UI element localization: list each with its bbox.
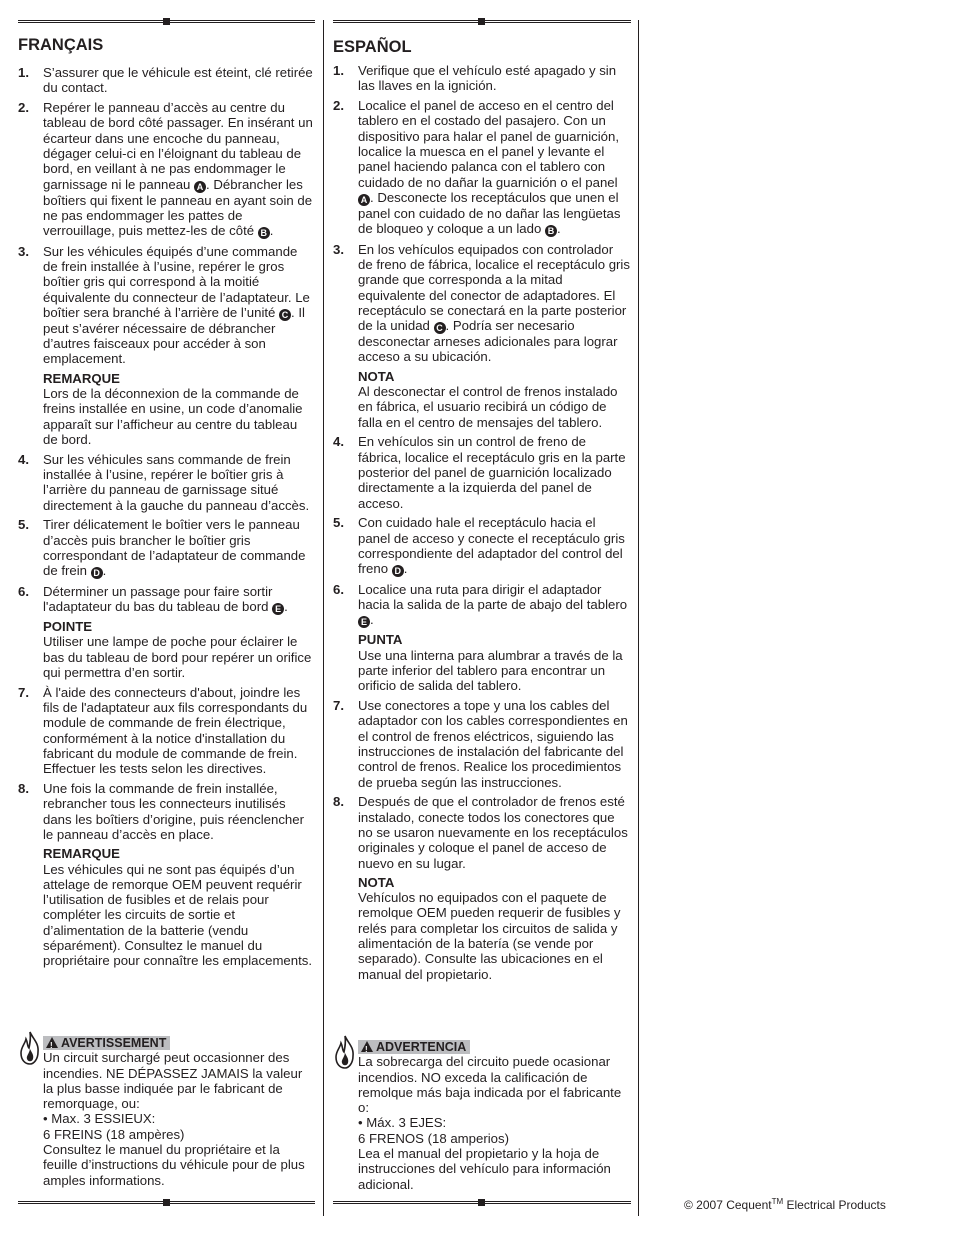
step-item (333, 698, 631, 790)
step-note (43, 371, 314, 447)
spanish-warning (358, 1039, 630, 1192)
step-number: 8. (18, 781, 29, 797)
step-text: Tirer délicatement le boîtier vers le panneau d’accès puis brancher le boîtier gris correspondant de l’adaptateur de commande de frein D . (43, 517, 306, 579)
step-text: Sur les véhicules sans commande de frein installée à l’usine, repérer le boîtier gris à l’arrière du panneau de garnissage situé directement à la gauche du panneau d’accès. (43, 451, 310, 513)
step-number: 1. (333, 63, 344, 78)
step-number: 6. (333, 581, 344, 597)
warning-triangle-icon: ! (46, 1037, 58, 1048)
note-text: Use una linterna para alumbrar a través de la parte inferior del tablero para encontrar un orificio de salida del tablero. (358, 647, 623, 694)
step-number: 2. (333, 98, 344, 114)
step-number: 8. (333, 794, 344, 810)
warning-line: Lea el manual del propietario y la hoja de instrucciones del vehículo para información adicional. (358, 1146, 611, 1192)
callout-marker: B (545, 225, 557, 237)
step-number: 6. (18, 583, 29, 599)
note-heading: REMARQUE (43, 846, 120, 862)
callout-marker: C (279, 309, 291, 321)
note-heading: NOTA (358, 368, 395, 384)
step-text: Con cuidado hale el receptáculo hacia el panel de acceso y conecte el receptáculo gris correspondiente del adaptador del control del freno D . (358, 515, 625, 577)
note-heading: NOTA (358, 874, 395, 890)
callout-marker: E (272, 603, 284, 615)
step-item (18, 781, 314, 969)
step-text: S’assurer que le véhicule est éteint, clé retirée du contact. (43, 65, 313, 96)
step-note (43, 619, 314, 680)
step-text: Después de que el controlador de frenos esté instalado, conecte todos los conectores que no se usaron nuevamente en los receptáculos originales y coloque el panel de acceso de nuevo en su lugar. (358, 794, 628, 871)
step-number: 7. (18, 684, 29, 700)
top-rule-fr (18, 20, 315, 23)
top-rule-es (333, 20, 631, 23)
callout-marker: D (392, 565, 404, 577)
step-number: 4. (333, 434, 344, 450)
copyright-notice: © 2007 Cequent™ Electrical Products (684, 1197, 886, 1212)
french-steps (18, 65, 314, 973)
bottom-rule-fr (18, 1201, 315, 1204)
step-number: 5. (333, 515, 344, 531)
step-item (18, 517, 314, 579)
callout-marker: E (358, 616, 370, 628)
step-number: 4. (18, 451, 29, 467)
step-text: Déterminer un passage pour faire sortir l'adaptateur du bas du tableau de bord E . (43, 583, 288, 615)
step-item (333, 434, 631, 510)
callout-marker: A (358, 194, 370, 206)
note-text: Lors de la déconnexion de la commande de freins installée en usine, un code d’anomalie apparaît sur l’afficheur au centre du tableau de bord. (43, 386, 303, 447)
note-text: Utiliser une lampe de poche pour éclairer le bas du tableau de bord pour repérer un orifice qui permettra d’en sortir. (43, 634, 312, 680)
step-item (333, 98, 631, 237)
note-heading: PUNTA (358, 632, 403, 648)
step-item (333, 582, 631, 694)
warning-line: La sobrecarga del circuito puede ocasionar incendios. NO exceda la calificación de remolque más baja indicada por el fabricante o: (358, 1054, 622, 1116)
warning-line: Un circuit surchargé peut occasionner des incendies. NE DÉPASSEZ JAMAIS la valeur la plus basse indiquée par le fabricant de remorquage, ou: (43, 1050, 303, 1112)
step-number: 5. (18, 517, 29, 533)
step-number: 2. (18, 100, 29, 116)
fire-icon (334, 1035, 356, 1069)
step-number: 3. (18, 243, 29, 259)
step-item (333, 242, 631, 430)
step-text: Sur les véhicules équipés d’une commande de frein installée à l’usine, repérer le gros boîtier gris qui correspond à la moitié équivalente du connecteur de l’adaptateur. Le boîtier sera branché à l’arrière de l’unité C . Il peut s’avérer nécessaire de débrancher d’autres faisceaux pour accéder à son emplacement. (43, 243, 310, 367)
note-text: Al desconectar el control de frenos instalado en fábrica, el usuario recibirá un código de falla en el centro de mensajes del tablero. (358, 384, 618, 430)
callout-marker: C (434, 322, 446, 334)
step-item (18, 452, 314, 513)
step-text: En vehículos sin un control de freno de fábrica, localice el receptáculo gris en la parte posterior del panel de guarnición localizado directamente a la izquierda del panel de acceso. (358, 434, 626, 511)
spanish-steps (333, 63, 631, 986)
column-divider (323, 20, 324, 1216)
step-item (18, 244, 314, 448)
step-note (358, 632, 631, 693)
fire-icon (19, 1031, 41, 1065)
step-text: Localice el panel de acceso en el centro del tablero en el costado del pasajero. Con un dispositivo para halar el panel de guarnición, localice la muesca en el panel y levante el panel haciendo palanca con el tablero con cuidado de no dañar la guarnición o el panel A . Desconecte los receptáculos que unen el panel con cuidado de no dañar las lengüetas de bloqueo y coloque a un lado B . (358, 98, 621, 237)
callout-marker: B (258, 227, 270, 239)
step-number: 3. (333, 241, 344, 257)
right-divider (638, 20, 639, 1216)
warning-line: 6 FRENOS (18 amperios) (358, 1130, 509, 1146)
step-item (333, 63, 631, 94)
note-heading: POINTE (43, 619, 93, 635)
step-item (333, 794, 631, 982)
step-text: Une fois la commande de frein installée, rebrancher tous les connecteurs inutilisés dans les boîtiers d’origine, puis réenclencher le panneau d’accès en place. (43, 781, 304, 842)
step-item (18, 584, 314, 680)
warning-line: 6 FREINS (18 ampères) (43, 1126, 185, 1142)
warning-triangle-icon: ! (361, 1041, 373, 1052)
bottom-rule-es (333, 1201, 631, 1204)
spanish-heading: ESPAÑOL (333, 38, 412, 56)
callout-marker: D (91, 567, 103, 579)
step-text: En los vehículos equipados con controlador de freno de fábrica, localice el receptáculo gris grande que corresponda a la mitad equivalente del conector de adaptadores. El receptáculo se conectará en la parte posterior de la unidad C . Podría ser necesario desconectar arneses adicionales para lograr acceso a su ubicación. (358, 241, 630, 365)
step-item (18, 100, 314, 239)
step-note (358, 369, 631, 430)
step-item (18, 685, 314, 777)
step-text: Verifique que el vehículo esté apagado y sin las llaves en la ignición. (358, 63, 617, 94)
french-heading: FRANÇAIS (18, 36, 104, 54)
note-heading: REMARQUE (43, 370, 120, 386)
step-item (18, 65, 314, 96)
step-note (43, 846, 314, 968)
callout-marker: A (194, 181, 206, 193)
warning-label: ! AVERTISSEMENT (43, 1036, 170, 1050)
french-warning (43, 1035, 315, 1188)
warning-line: • Máx. 3 EJES: (358, 1115, 447, 1131)
step-text: À l'aide des connecteurs d'about, joindre les fils de l'adaptateur aux fils correspondants du module de commande de frein électrique, conformément à la notice d'installation du fabricant du module de commande de frein. Effectuer les tests selon les directives. (43, 684, 308, 777)
step-item (333, 515, 631, 577)
step-note (358, 875, 631, 982)
note-text: Vehículos no equipados con el paquete de remolque OEM pueden requerir de fusibles y relés para completar los circuitos de salida y alimentación de la batería (se vende por separado). Consulte las ubicaciones en el manual del propietario. (358, 890, 621, 982)
warning-label: ! ADVERTENCIA (358, 1040, 470, 1054)
step-text: Localice una ruta para dirigir el adaptador hacia la salida de la parte de abajo del tablero E . (358, 581, 628, 628)
note-text: Les véhicules qui ne sont pas équipés d’un attelage de remorque OEM peuvent requérir l’utilisation de fusibles et de relais pour compléter les circuits de sortie et d’alimentation de la batterie (vendu séparément). Consultez le manuel du propriétaire pour connaître les emplacements. (43, 861, 313, 969)
step-text: Use conectores a tope y una los cables del adaptador con los cables correspondientes en el control de frenos eléctricos, siguiendo las instrucciones de instalación del fabricante del control de frenos. Realice los procedimientos de prueba según las instrucciones. (358, 698, 628, 790)
warning-line: • Max. 3 ESSIEUX: (43, 1111, 156, 1127)
step-text: Repérer le panneau d’accès au centre du tableau de bord côté passager. En insérant un écarteur dans une encoche du panneau, dégager celui-ci en l’éloignant du tableau de bord, en veillant à ne pas endommager le garnissage ni le panneau A . Débrancher les boîtiers qui fixent le panneau en ayant soin de ne pas endommager les pattes de verrouillage, puis mettez-les de côté B . (43, 100, 313, 239)
step-number: 1. (18, 65, 29, 80)
warning-line: Consultez le manuel du propriétaire et la feuille d’instructions du véhicule pour de plus amples informations. (43, 1142, 305, 1188)
step-number: 7. (333, 698, 344, 714)
